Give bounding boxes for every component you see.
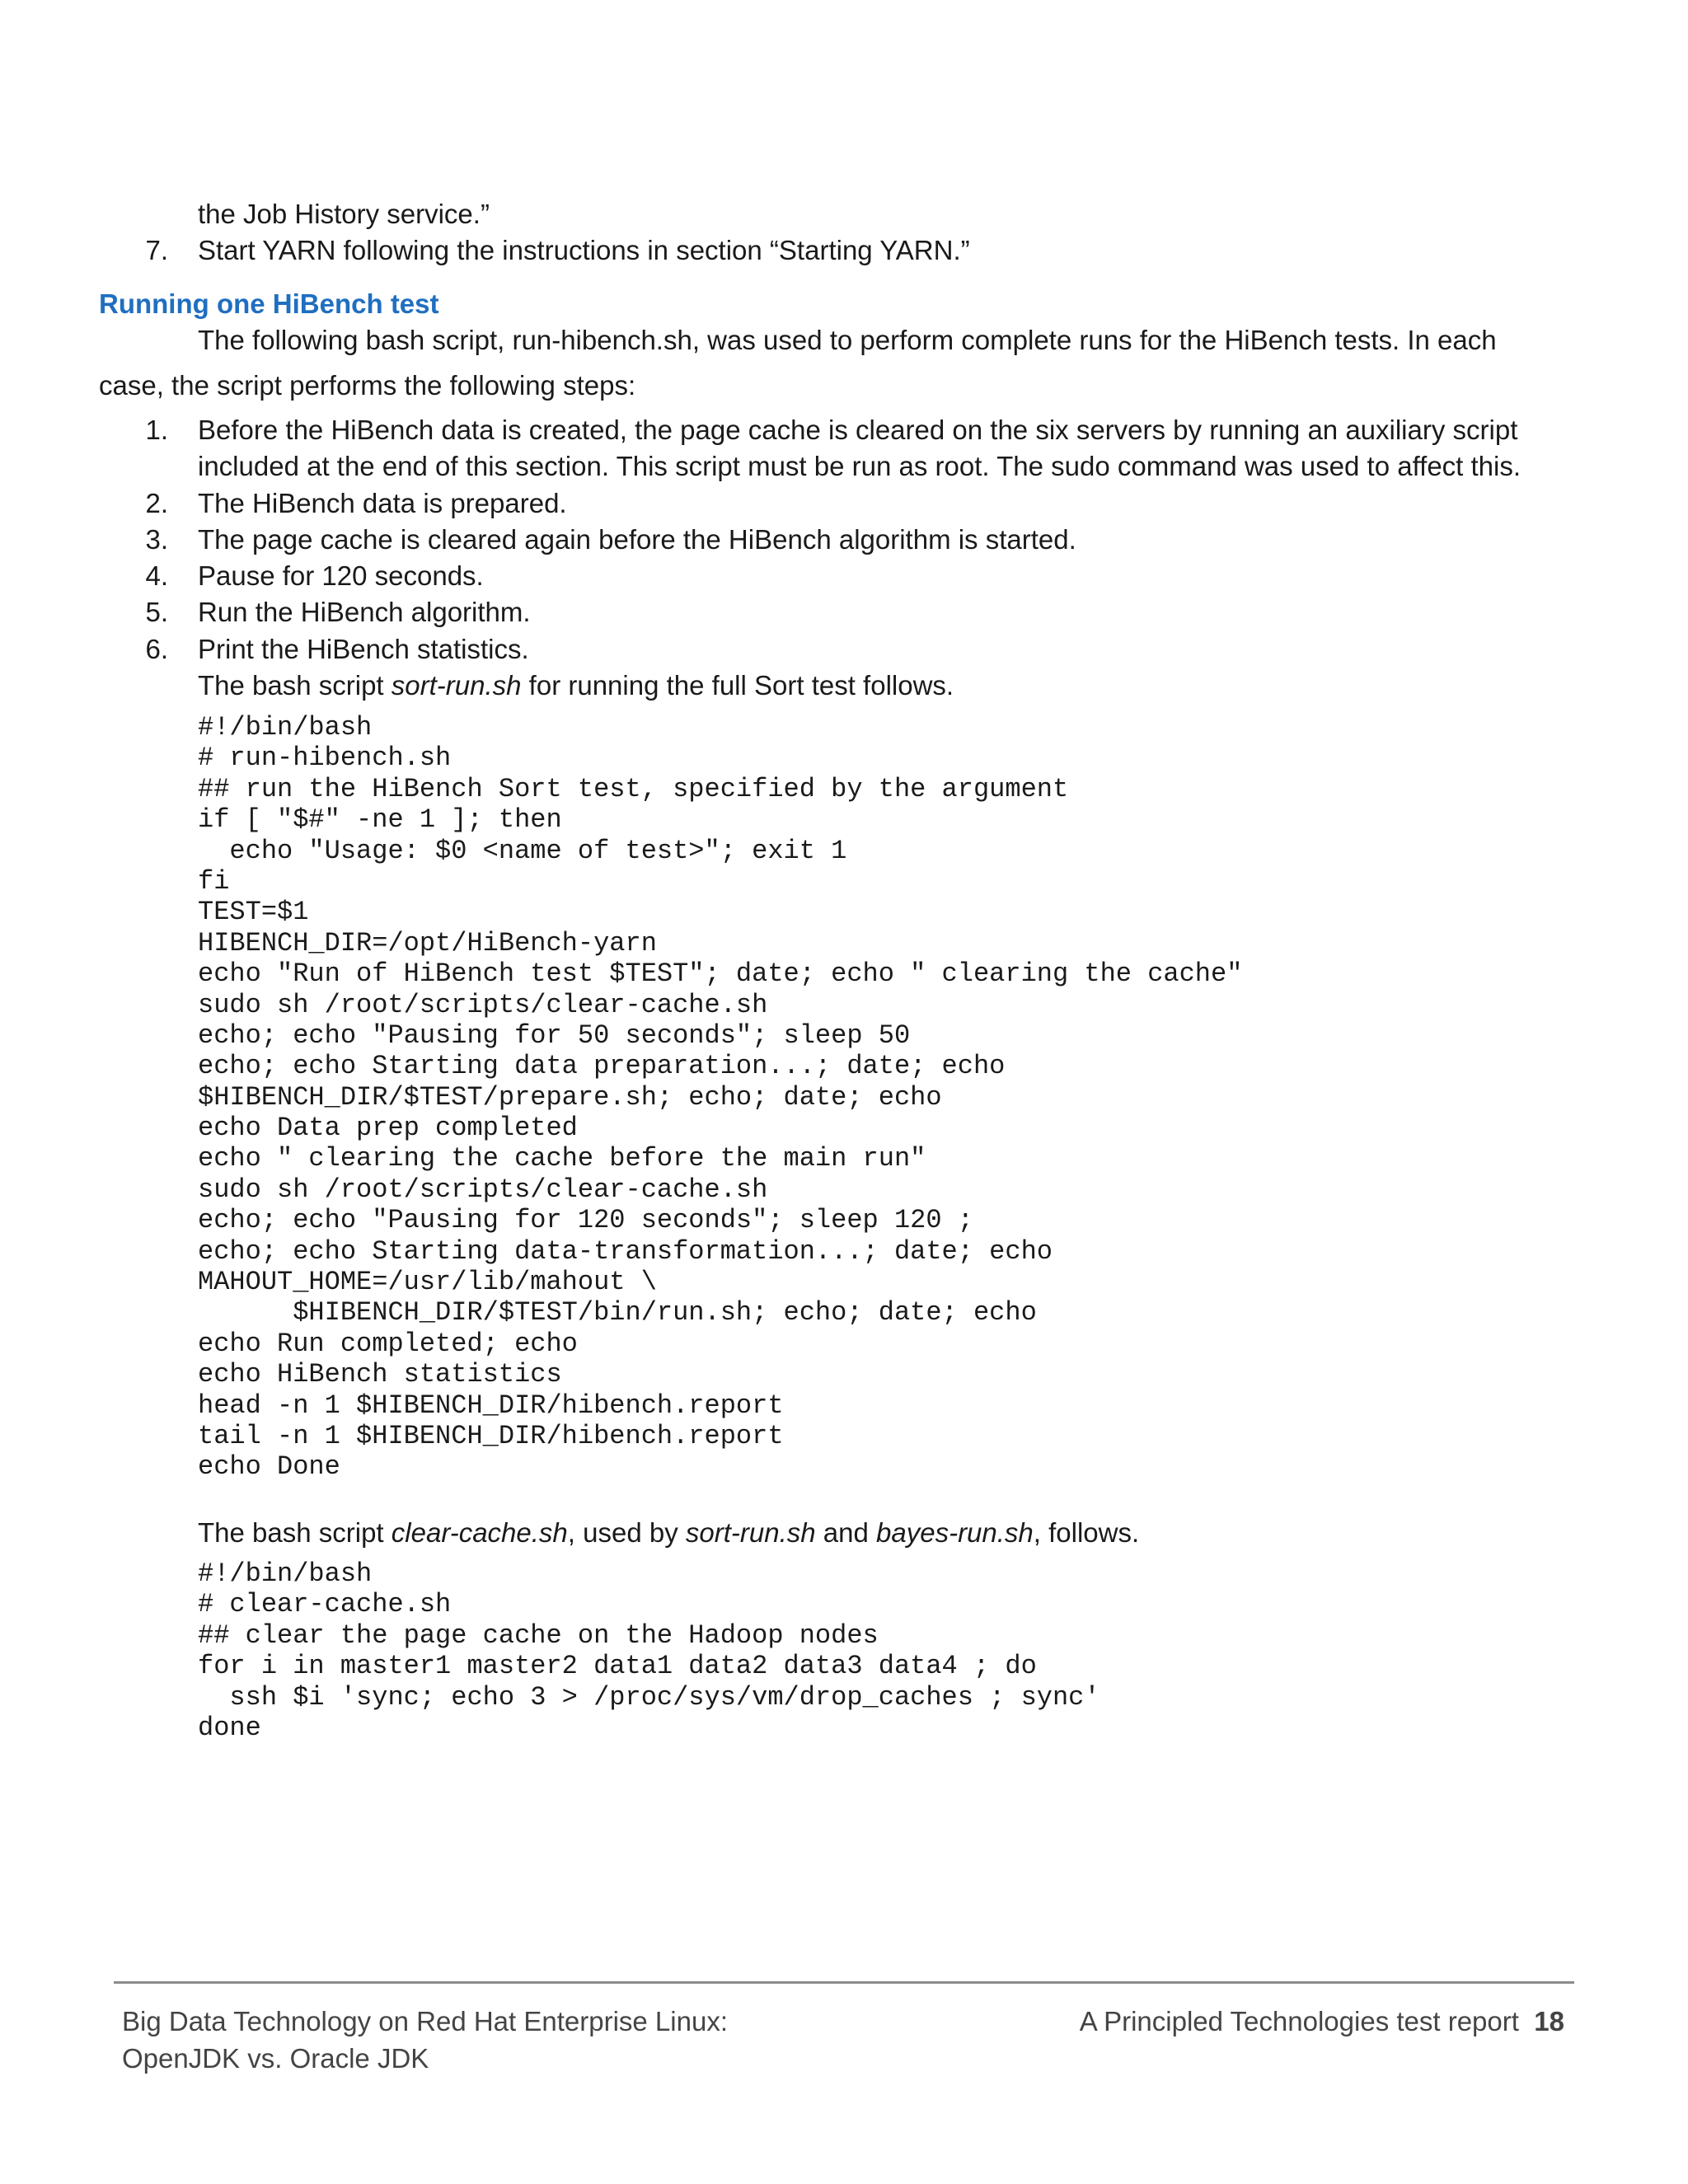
code-line: done [198,1712,261,1743]
step-text: included at the end of this section. This script must be run as root. The sudo command was used to affect this. [198,451,1522,481]
code-line: echo " clearing the cache before the main run" [198,1143,926,1174]
code-line: TEST=$1 [198,897,309,928]
footer-title-line: OpenJDK vs. Oracle JDK [122,2043,429,2074]
paragraph-line: The following bash script, run-hibench.sh, was used to perform complete runs for the HiBench tests. In each [198,325,1497,355]
step-number: 3. [145,524,168,555]
step-text: Run the HiBench algorithm. [198,597,531,627]
intro-text: for running the full Sort test follows. [521,670,954,701]
footer-report-text: A Principled Technologies test report [1079,2006,1519,2036]
intro-text: and [815,1517,877,1548]
code-line: echo Run completed; echo [198,1328,578,1359]
intro-text: , follows. [1033,1517,1140,1548]
step-text: The HiBench data is prepared. [198,488,567,518]
intro-continuation-line: the Job History service.” [198,199,490,229]
step-text: Pause for 120 seconds. [198,560,484,591]
clear-cache-code-block [198,1558,1100,1743]
run-hibench-code-block [198,712,1242,1483]
code-line: HIBENCH_DIR=/opt/HiBench-yarn [198,927,657,958]
footer-report-label [1080,2004,1564,2040]
code-line: fi [198,865,230,897]
step-number: 6. [145,634,168,664]
sort-script-intro [198,668,954,704]
section-heading: Running one HiBench test [99,288,439,319]
intro-text: The bash script [198,670,392,701]
list-item-text: Start YARN following the instructions in section “Starting YARN.” [198,235,970,265]
page-number: 18 [1534,2006,1564,2036]
code-line: ssh $i 'sync; echo 3 > /proc/sys/vm/drop_caches ; sync' [198,1681,1100,1713]
code-line: echo Done [198,1451,340,1483]
code-line: echo "Run of HiBench test $TEST"; date; echo " clearing the cache" [198,958,1243,990]
script-name: sort-run.sh [685,1517,816,1548]
paragraph-line: case, the script performs the following steps: [99,370,636,401]
step-number: 4. [145,560,168,591]
code-line: echo "Usage: $0 <name of test>"; exit 1 [198,835,847,866]
code-line: echo Data prep completed [198,1113,578,1144]
code-line: # run-hibench.sh [198,743,452,774]
step-number: 1. [145,415,168,445]
code-line: #!/bin/bash [198,1558,373,1589]
clear-cache-script-intro [198,1515,1139,1551]
intro-text: The bash script [198,1517,392,1548]
code-line: head -n 1 $HIBENCH_DIR/hibench.report [198,1390,784,1421]
script-name: bayes-run.sh [876,1517,1034,1548]
code-line: sudo sh /root/scripts/clear-cache.sh [198,989,768,1020]
step-text: Before the HiBench data is created, the page cache is cleared on the six servers by running an auxiliary script [198,415,1518,445]
step-text: Print the HiBench statistics. [198,634,529,664]
code-line: echo; echo Starting data preparation...; date; echo [198,1051,1006,1082]
script-name: clear-cache.sh [391,1517,568,1548]
code-line: #!/bin/bash [198,712,373,743]
step-number: 2. [145,488,168,518]
code-line: MAHOUT_HOME=/usr/lib/mahout \ [198,1267,657,1298]
step-number: 5. [145,597,168,627]
code-line: sudo sh /root/scripts/clear-cache.sh [198,1174,768,1205]
code-line: ## run the HiBench Sort test, specified by the argument [198,773,1069,804]
code-line: $HIBENCH_DIR/$TEST/prepare.sh; echo; date; echo [198,1081,942,1113]
step-text: The page cache is cleared again before the HiBench algorithm is started. [198,524,1076,555]
list-number: 7. [145,235,168,265]
script-name: sort-run.sh [391,670,522,701]
intro-text: , used by [567,1517,686,1548]
code-line: # clear-cache.sh [198,1589,452,1620]
code-line: $HIBENCH_DIR/$TEST/bin/run.sh; echo; date; echo [198,1297,1037,1329]
code-line: echo; echo "Pausing for 50 seconds"; sleep 50 [198,1019,911,1051]
code-line: if [ "$#" -ne 1 ]; then [198,804,562,836]
code-line: ## clear the page cache on the Hadoop nodes [198,1619,879,1651]
code-line: echo HiBench statistics [198,1359,562,1390]
code-line: for i in master1 master2 data1 data2 data3 data4 ; do [198,1651,1037,1682]
footer-divider [114,1981,1574,1984]
code-line: echo; echo "Pausing for 120 seconds"; sleep 120 ; [198,1205,973,1236]
code-line: tail -n 1 $HIBENCH_DIR/hibench.report [198,1420,784,1451]
code-line: echo; echo Starting data-transformation...; date; echo [198,1235,1053,1267]
footer-title-line: Big Data Technology on Red Hat Enterprise Linux: [122,2006,728,2036]
